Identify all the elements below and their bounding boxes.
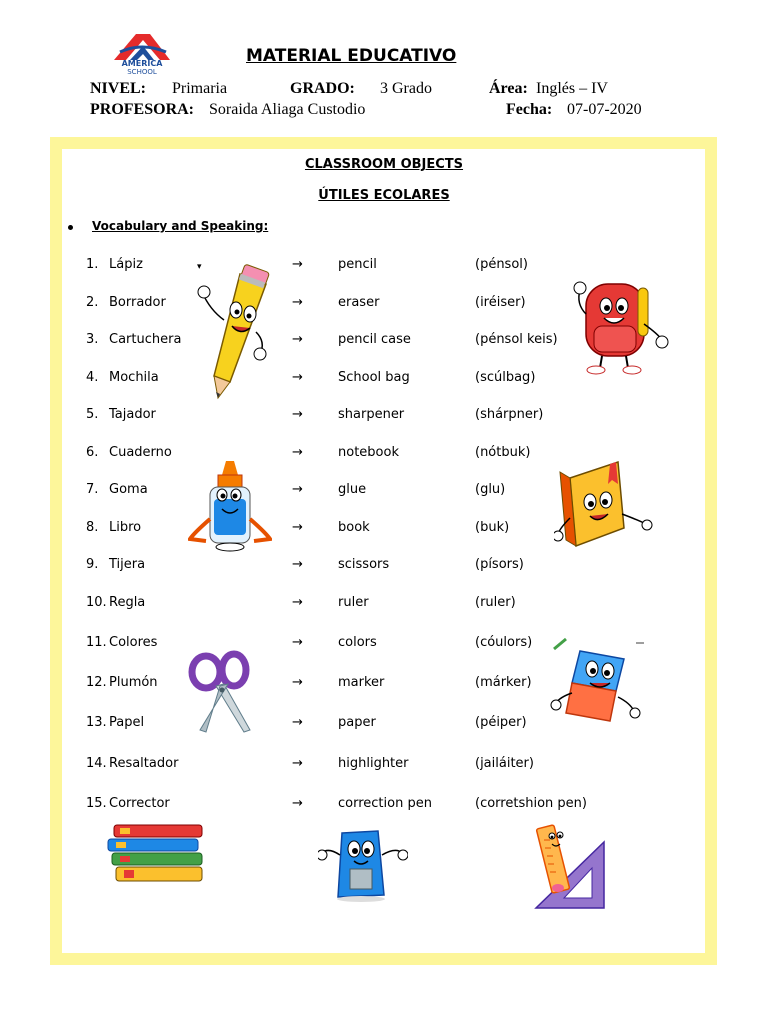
arrow-icon: → — [292, 407, 303, 422]
spanish-word: Mochila — [109, 370, 159, 385]
pronunciation: (iréiser) — [475, 295, 526, 310]
pronunciation: (písors) — [475, 557, 524, 572]
pronunciation: (ruler) — [475, 595, 516, 610]
sharpener-cartoon-icon — [318, 825, 408, 903]
ruler-set-square-cartoon-icon — [530, 822, 606, 910]
pronunciation: (scúlbag) — [475, 370, 536, 385]
item-number: 9. — [86, 557, 99, 572]
pronunciation: (jailáiter) — [475, 756, 534, 771]
arrow-icon: → — [292, 482, 303, 497]
item-number: 4. — [86, 370, 99, 385]
spanish-word: Papel — [109, 715, 145, 730]
pronunciation: (pénsol keis) — [475, 332, 558, 347]
backpack-cartoon-icon — [572, 274, 672, 378]
english-word: notebook — [338, 445, 399, 460]
document-title: MATERIAL EDUCATIVO — [246, 46, 457, 66]
grado-field — [290, 80, 355, 98]
fecha-label: Fecha: — [506, 101, 553, 118]
item-number: 6. — [86, 445, 99, 460]
caret-down-icon: ▾ — [197, 262, 202, 272]
item-number: 2. — [86, 295, 99, 310]
book-cartoon-icon — [554, 458, 654, 554]
item-number: 12. — [86, 675, 107, 690]
english-word: glue — [338, 482, 367, 497]
pronunciation: (cóulors) — [475, 635, 533, 650]
eraser-cartoon-icon — [550, 637, 650, 733]
area-field — [489, 80, 528, 98]
spanish-word: Corrector — [109, 796, 170, 811]
english-word: eraser — [338, 295, 380, 310]
english-word: pencil case — [338, 332, 411, 347]
pencil-cartoon-icon — [196, 262, 276, 400]
english-word: book — [338, 520, 370, 535]
pronunciation: (márker) — [475, 675, 532, 690]
logo-text-bottom: SCHOOL — [127, 68, 157, 76]
english-word: scissors — [338, 557, 390, 572]
arrow-icon: → — [292, 715, 303, 730]
nivel-field — [90, 80, 146, 98]
spanish-word: Lápiz — [109, 257, 143, 272]
item-number: 1. — [86, 257, 99, 272]
pronunciation: (shárpner) — [475, 407, 544, 422]
english-word: highlighter — [338, 756, 409, 771]
book-stack-icon — [106, 823, 204, 885]
english-word: paper — [338, 715, 376, 730]
heading-classroom-objects: CLASSROOM OBJECTS — [304, 157, 464, 172]
fecha-value: 07-07-2020 — [567, 101, 642, 118]
bullet-icon — [68, 225, 73, 230]
item-number: 3. — [86, 332, 99, 347]
pronunciation: (corretshion pen) — [475, 796, 587, 811]
item-number: 14. — [86, 756, 107, 771]
spanish-word: Regla — [109, 595, 146, 610]
arrow-icon: → — [292, 675, 303, 690]
profesora-label: PROFESORA: — [90, 101, 194, 118]
scissors-icon — [188, 650, 258, 734]
nivel-label: NIVEL: — [90, 80, 147, 97]
heading-utiles-escolares: ÚTILES ECOLARES — [318, 188, 450, 203]
school-logo — [106, 30, 178, 76]
item-number: 8. — [86, 520, 99, 535]
english-word: School bag — [338, 370, 410, 385]
fecha-field — [506, 101, 552, 119]
pronunciation: (nótbuk) — [475, 445, 531, 460]
english-word: sharpener — [338, 407, 405, 422]
spanish-word: Libro — [109, 520, 142, 535]
vocab-row — [0, 675, 768, 695]
spanish-word: Cartuchera — [109, 332, 182, 347]
arrow-icon: → — [292, 796, 303, 811]
vocab-row — [0, 635, 768, 655]
english-word: colors — [338, 635, 377, 650]
area-label: Área: — [489, 80, 528, 97]
vocab-row — [0, 407, 768, 427]
spanish-word: Borrador — [109, 295, 166, 310]
nivel-value: Primaria — [172, 80, 228, 97]
pronunciation: (pénsol) — [475, 257, 528, 272]
grado-value: 3 Grado — [380, 80, 432, 97]
spanish-word: Goma — [109, 482, 148, 497]
english-word: ruler — [338, 595, 369, 610]
area-value: Inglés – IV — [536, 80, 608, 97]
spanish-word: Plumón — [109, 675, 158, 690]
spanish-word: Tijera — [109, 557, 146, 572]
item-number: 7. — [86, 482, 99, 497]
arrow-icon: → — [292, 332, 303, 347]
profesora-field — [90, 101, 194, 119]
glue-cartoon-icon — [188, 459, 272, 555]
grado-label: GRADO: — [290, 80, 355, 97]
item-number: 5. — [86, 407, 99, 422]
item-number: 10. — [86, 595, 107, 610]
vocab-row — [0, 557, 768, 577]
pronunciation: (buk) — [475, 520, 510, 535]
arrow-icon: → — [292, 520, 303, 535]
profesora-value: Soraida Aliaga Custodio — [209, 101, 366, 118]
vocab-row — [0, 756, 768, 776]
spanish-word: Colores — [109, 635, 158, 650]
item-number: 11. — [86, 635, 107, 650]
pronunciation: (péiper) — [475, 715, 527, 730]
english-word: correction pen — [338, 796, 432, 811]
spanish-word: Cuaderno — [109, 445, 172, 460]
arrow-icon: → — [292, 370, 303, 385]
arrow-icon: → — [292, 445, 303, 460]
arrow-icon: → — [292, 557, 303, 572]
vocab-row — [0, 715, 768, 735]
spanish-word: Tajador — [109, 407, 156, 422]
english-word: pencil — [338, 257, 377, 272]
section-vocabulary: Vocabulary and Speaking: — [92, 219, 269, 233]
item-number: 15. — [86, 796, 107, 811]
arrow-icon: → — [292, 635, 303, 650]
item-number: 13. — [86, 715, 107, 730]
arrow-icon: → — [292, 756, 303, 771]
spanish-word: Resaltador — [109, 756, 179, 771]
logo-text-top: AMERICA — [121, 59, 163, 68]
english-word: marker — [338, 675, 385, 690]
arrow-icon: → — [292, 295, 303, 310]
vocab-row — [0, 796, 768, 816]
vocab-row — [0, 595, 768, 615]
arrow-icon: → — [292, 257, 303, 272]
pronunciation: (glu) — [475, 482, 506, 497]
arrow-icon: → — [292, 595, 303, 610]
